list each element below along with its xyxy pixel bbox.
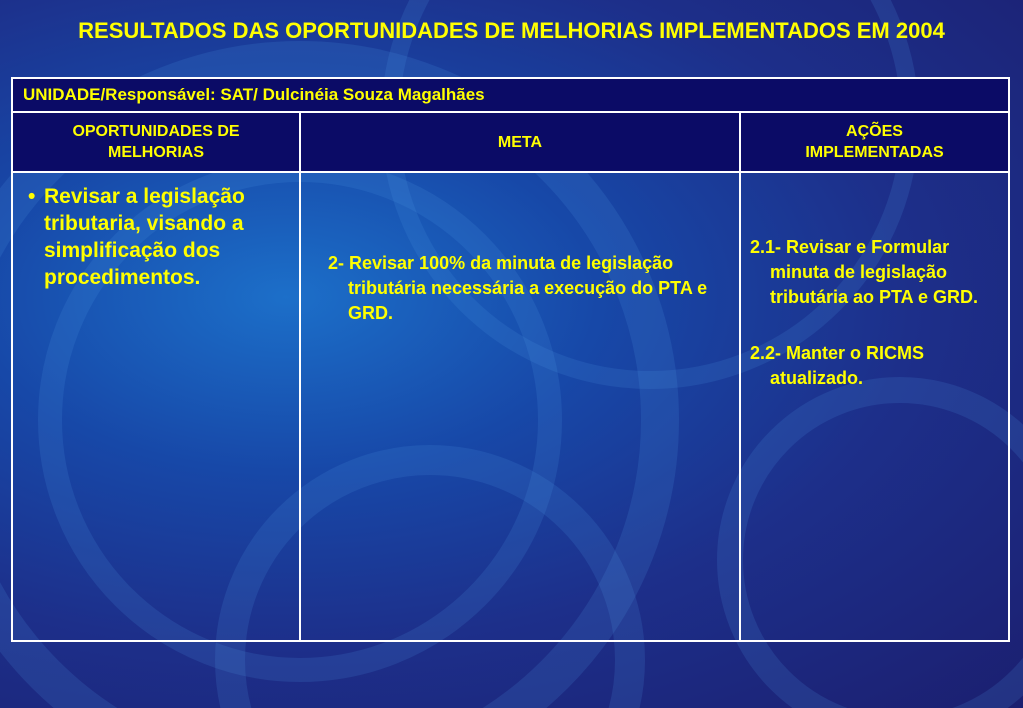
actions-cell <box>750 235 1005 391</box>
column-divider <box>299 113 301 640</box>
header-actions-label: AÇÕES IMPLEMENTADAS <box>805 123 944 161</box>
page-title: RESULTADOS DAS OPORTUNIDADES DE MELHORIAS IMPLEMENTADOS EM 2004 <box>78 18 945 43</box>
results-table <box>11 77 1010 642</box>
opportunity-cell <box>28 183 290 291</box>
column-divider <box>739 113 741 640</box>
action-item: 2.2- Manter o RICMS atualizado. <box>750 343 925 388</box>
opportunity-text: Revisar a legislação tributaria, visando a simplificação dos procedimentos. <box>44 185 245 289</box>
unit-responsible-row: UNIDADE/Responsável: SAT/ Dulcinéia Souza Magalhães <box>13 79 1008 113</box>
table-header-row <box>13 113 1008 173</box>
header-opportunities-label: OPORTUNIDADES DE MELHORIAS <box>72 123 240 161</box>
header-goal <box>301 113 739 171</box>
goal-cell <box>328 251 728 326</box>
header-actions <box>741 113 1008 171</box>
action-item: 2.1- Revisar e Formular minuta de legislação tributária ao PTA e GRD. <box>750 237 979 307</box>
header-opportunities <box>13 113 299 171</box>
header-goal-label: META <box>497 133 543 151</box>
bullet-icon: • <box>28 185 36 208</box>
goal-text: 2- Revisar 100% da minuta de legislação tributária necessária a execução do PTA e GRD. <box>328 253 708 323</box>
